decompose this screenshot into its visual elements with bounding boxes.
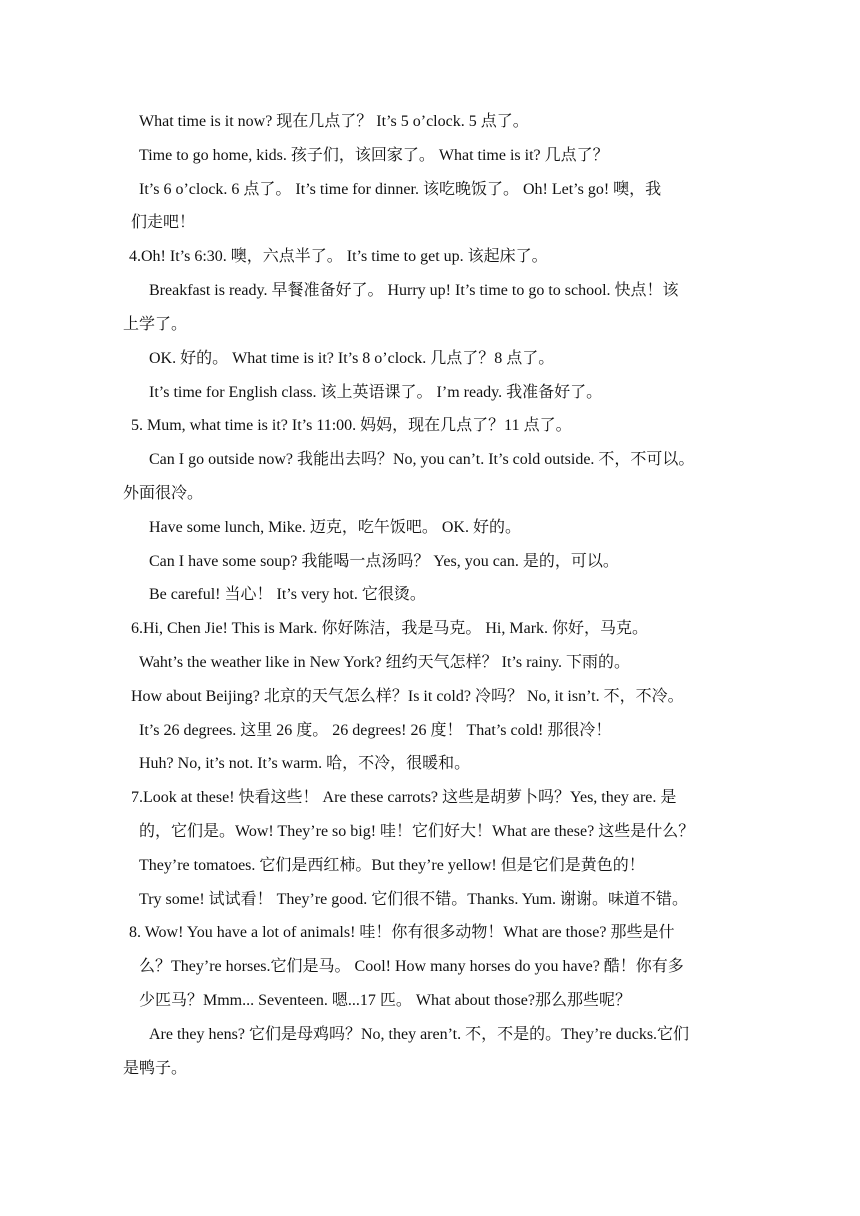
text-line: Breakfast is ready. 早餐准备好了。 Hurry up! It’s time to go to school. 快点！该 [149,282,679,299]
text-line: 4.Oh! It’s 6:30. 噢，六点半了。 It’s time to get up. 该起床了。 [129,248,548,265]
text-line: Have some lunch, Mike. 迈克，吃午饭吧。 OK. 好的。 [149,519,521,536]
text-line: Time to go home, kids. 孩子们，该回家了。 What time is it? 几点了？ [139,147,609,164]
text-line: They’re tomatoes. 它们是西红柿。But they’re yellow! 但是它们是黄色的！ [139,857,645,874]
text-line: 么？They’re horses.它们是马。 Cool! How many horses do you have? 酷！你有多 [139,958,684,975]
text-line: OK. 好的。 What time is it? It’s 8 o’clock. 几点了？8 点了。 [149,350,555,367]
text-line: 6.Hi, Chen Jie! This is Mark. 你好陈洁，我是马克。 Hi, Mark. 你好，马克。 [131,620,649,637]
text-line: 少匹马？Mmm... Seventeen. 嗯...17 匹。 What about those?那么那些呢？ [139,992,631,1009]
text-line: Are they hens? 它们是母鸡吗？No, they aren’t. 不，不是的。They’re ducks.它们 [149,1026,690,1043]
text-line: What time is it now? 现在几点了？ It’s 5 o’clock. 5 点了。 [139,113,529,130]
text-line: 们走吧！ [131,214,196,231]
text-line: 7.Look at these! 快看这些！ Are these carrots? 这些是胡萝卜吗？Yes, they are. 是 [131,789,677,806]
text-line: Be careful! 当心！ It’s very hot. 它很烫。 [149,586,426,603]
text-line: It’s 6 o’clock. 6 点了。 It’s time for dinner. 该吃晚饭了。 Oh! Let’s go! 噢，我 [139,181,662,198]
text-line: How about Beijing? 北京的天气怎么样？Is it cold? 冷吗？ No, it isn’t. 不，不冷。 [131,688,684,705]
text-line: It’s time for English class. 该上英语课了。 I’m ready. 我准备好了。 [149,384,603,401]
text-line: 是鸭子。 [123,1060,188,1077]
text-line: 外面很冷。 [123,485,204,502]
text-line: 8. Wow! You have a lot of animals! 哇！你有很多动物！What are those? 那些是什 [129,924,675,941]
text-line: 的，它们是。Wow! They’re so big! 哇！它们好大！What are these? 这些是什么？ [139,823,695,840]
text-line: 5. Mum, what time is it? It’s 11:00. 妈妈，现在几点了？11 点了。 [131,417,572,434]
text-line: Try some! 试试看！ They’re good. 它们很不错。Thanks. Yum. 谢谢。味道不错。 [139,891,689,908]
text-line: Can I go outside now? 我能出去吗？No, you can’t. It’s cold outside. 不，不可以。 [149,451,695,468]
text-line: Can I have some soup? 我能喝一点汤吗？ Yes, you can. 是的，可以。 [149,553,619,570]
text-line: 上学了。 [123,316,188,333]
text-line: It’s 26 degrees. 这里 26 度。 26 degrees! 26 度！ That’s cold! 那很冷！ [139,722,612,739]
text-line: Huh? No, it’s not. It’s warm. 哈，不冷，很暖和。 [139,755,471,772]
text-line: Waht’s the weather like in New York? 纽约天气怎样？ It’s rainy. 下雨的。 [139,654,630,671]
